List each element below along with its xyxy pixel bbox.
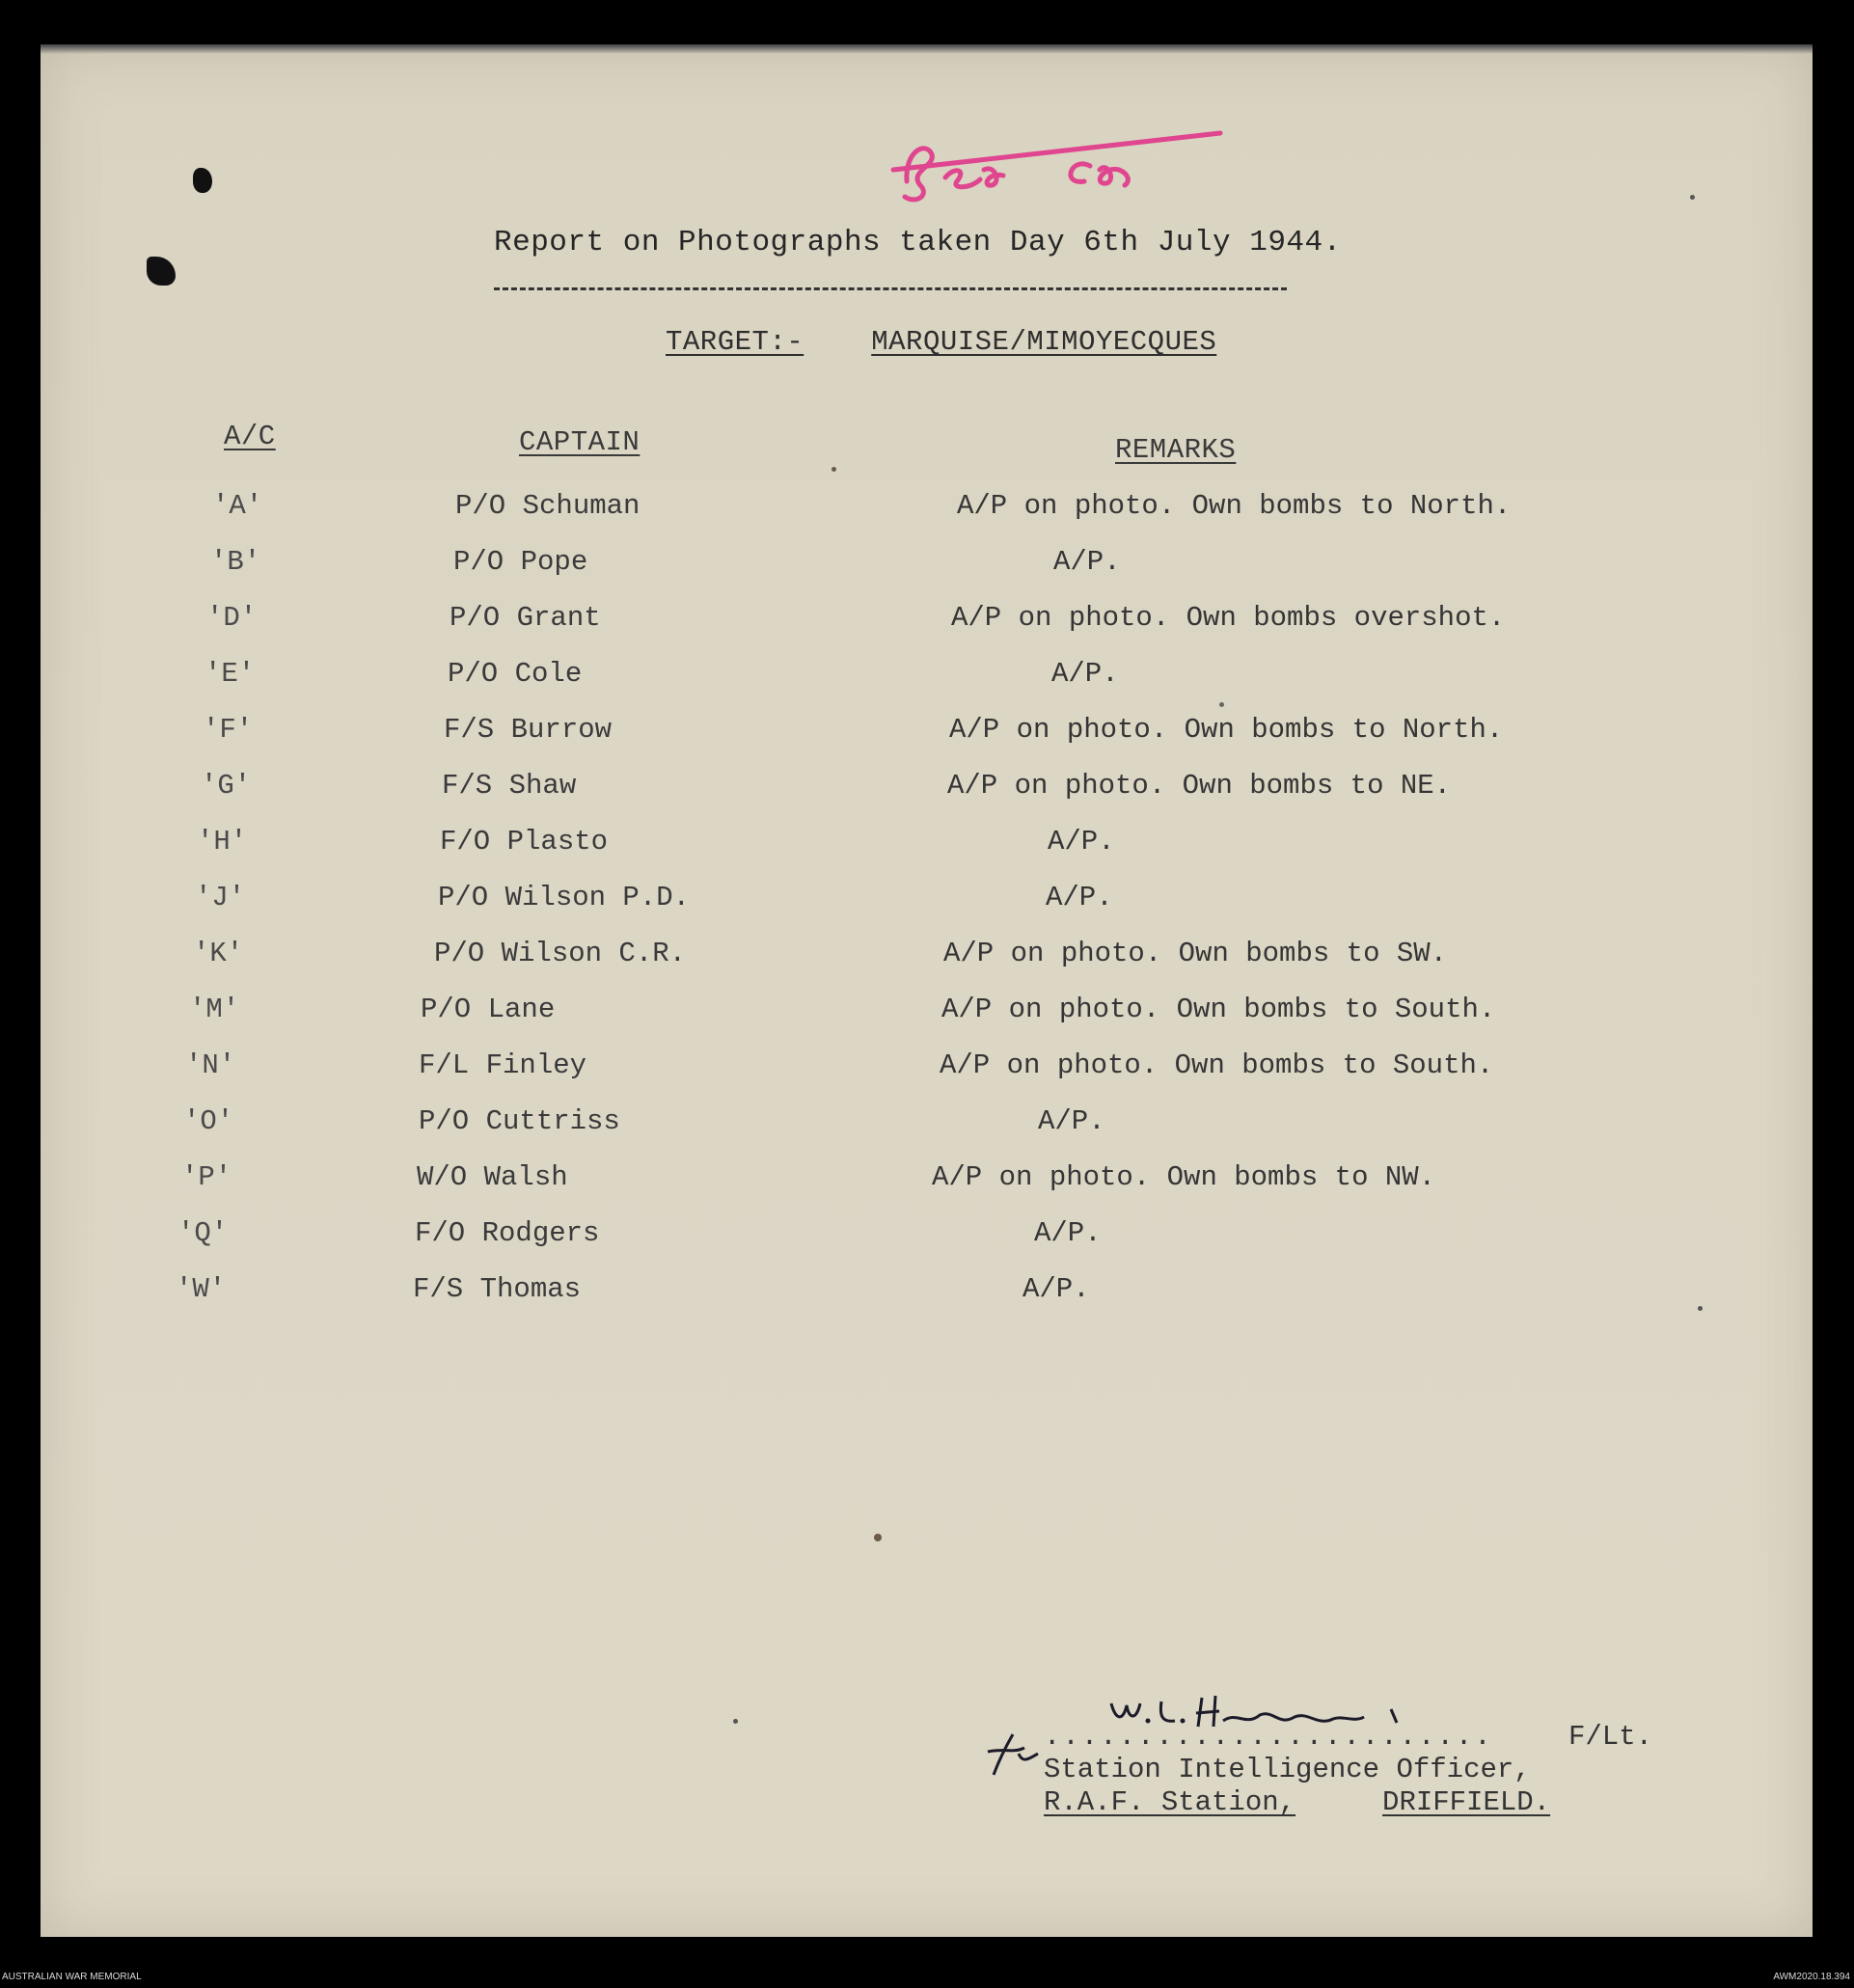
row-captain: P/O Wilson P.D. bbox=[438, 882, 691, 913]
row-captain: P/O Wilson C.R. bbox=[434, 938, 687, 969]
table-row bbox=[41, 994, 1813, 1051]
target-value: MARQUISE/MIMOYECQUES bbox=[871, 326, 1217, 358]
row-remarks: A/P. bbox=[1051, 658, 1119, 690]
row-aircraft: 'F' bbox=[203, 714, 254, 746]
footer-archive-name: AUSTRALIAN WAR MEMORIAL bbox=[2, 1972, 142, 1982]
row-aircraft: 'O' bbox=[183, 1105, 234, 1137]
table-row bbox=[41, 602, 1813, 660]
handwritten-annotation bbox=[887, 122, 1225, 208]
table-row bbox=[41, 882, 1813, 940]
table-row bbox=[41, 490, 1813, 548]
row-remarks: A/P on photo. Own bombs to North. bbox=[957, 490, 1512, 522]
row-captain: F/S Shaw bbox=[442, 770, 577, 802]
row-captain: F/L Finley bbox=[419, 1049, 587, 1081]
table-row bbox=[41, 658, 1813, 716]
table-row bbox=[41, 714, 1813, 772]
table-row bbox=[41, 1161, 1813, 1219]
row-captain: F/O Rodgers bbox=[415, 1217, 600, 1249]
station-left: R.A.F. Station, bbox=[1044, 1786, 1296, 1818]
row-aircraft: 'H' bbox=[197, 826, 248, 858]
paper-speck bbox=[733, 1719, 738, 1724]
row-captain: P/O Schuman bbox=[455, 490, 641, 522]
row-remarks: A/P on photo. Own bombs to South. bbox=[940, 1049, 1494, 1081]
row-aircraft: 'Q' bbox=[177, 1217, 229, 1249]
table-row bbox=[41, 1273, 1813, 1331]
row-aircraft: 'G' bbox=[201, 770, 252, 802]
row-captain: F/S Burrow bbox=[444, 714, 613, 746]
row-aircraft: 'A' bbox=[212, 490, 263, 522]
document-page bbox=[41, 44, 1813, 1937]
row-aircraft: 'E' bbox=[204, 658, 256, 690]
table-row bbox=[41, 1217, 1813, 1275]
row-remarks: A/P. bbox=[1046, 882, 1113, 913]
for-mark bbox=[984, 1730, 1042, 1779]
table-row bbox=[41, 1049, 1813, 1107]
row-captain: W/O Walsh bbox=[417, 1161, 568, 1193]
signature-rank: F/Lt. bbox=[1568, 1721, 1653, 1753]
row-captain: P/O Cole bbox=[448, 658, 583, 690]
punch-hole-bottom bbox=[147, 257, 176, 286]
row-aircraft: 'N' bbox=[185, 1049, 236, 1081]
row-captain: P/O Pope bbox=[453, 546, 588, 578]
row-aircraft: 'M' bbox=[189, 994, 240, 1025]
paper-speck bbox=[1219, 702, 1224, 707]
row-aircraft: 'D' bbox=[206, 602, 258, 634]
table-row bbox=[41, 770, 1813, 828]
row-remarks: A/P on photo. Own bombs to NE. bbox=[947, 770, 1452, 802]
row-remarks: A/P. bbox=[1038, 1105, 1105, 1137]
row-remarks: A/P. bbox=[1022, 1273, 1090, 1305]
table-row bbox=[41, 826, 1813, 884]
paper-speck bbox=[1698, 1306, 1703, 1311]
row-captain: P/O Lane bbox=[421, 994, 556, 1025]
row-aircraft: 'P' bbox=[181, 1161, 232, 1193]
row-remarks: A/P on photo. Own bombs to NW. bbox=[932, 1161, 1436, 1193]
signature-position: Station Intelligence Officer, bbox=[1044, 1754, 1531, 1785]
row-aircraft: 'W' bbox=[176, 1273, 227, 1305]
row-captain: P/O Grant bbox=[450, 602, 601, 634]
row-remarks: A/P on photo. Own bombs to SW. bbox=[943, 938, 1448, 969]
document-title: Report on Photographs taken Day 6th July 1944. bbox=[494, 226, 1342, 259]
paper-speck bbox=[1690, 195, 1695, 200]
signature-dots: ........................ bbox=[1044, 1721, 1493, 1753]
signature-station bbox=[1044, 1786, 1550, 1818]
row-remarks: A/P. bbox=[1053, 546, 1121, 578]
row-aircraft: 'B' bbox=[210, 546, 261, 578]
footer-archive-id: AWM2020.18.394 bbox=[1773, 1972, 1850, 1982]
station-right: DRIFFIELD. bbox=[1382, 1786, 1551, 1818]
punch-hole-top bbox=[193, 168, 212, 193]
table-row bbox=[41, 1105, 1813, 1163]
row-remarks: A/P on photo. Own bombs to South. bbox=[941, 994, 1496, 1025]
paper-speck bbox=[832, 467, 836, 472]
table-row bbox=[41, 546, 1813, 604]
row-aircraft: 'K' bbox=[193, 938, 244, 969]
row-remarks: A/P. bbox=[1034, 1217, 1102, 1249]
header-captain: CAPTAIN bbox=[519, 426, 641, 458]
header-remarks: REMARKS bbox=[1115, 434, 1237, 466]
paper-speck bbox=[874, 1534, 882, 1541]
row-captain: F/S Thomas bbox=[413, 1273, 582, 1305]
row-captain: F/O Plasto bbox=[440, 826, 609, 858]
table-row bbox=[41, 938, 1813, 995]
row-aircraft: 'J' bbox=[195, 882, 246, 913]
row-remarks: A/P on photo. Own bombs to North. bbox=[949, 714, 1504, 746]
title-underline bbox=[494, 287, 1287, 290]
row-remarks: A/P on photo. Own bombs overshot. bbox=[951, 602, 1506, 634]
row-captain: P/O Cuttriss bbox=[419, 1105, 620, 1137]
target-line bbox=[666, 326, 1216, 358]
target-label: TARGET:- bbox=[666, 326, 804, 358]
row-remarks: A/P. bbox=[1048, 826, 1115, 858]
header-ac: A/C bbox=[224, 421, 276, 452]
